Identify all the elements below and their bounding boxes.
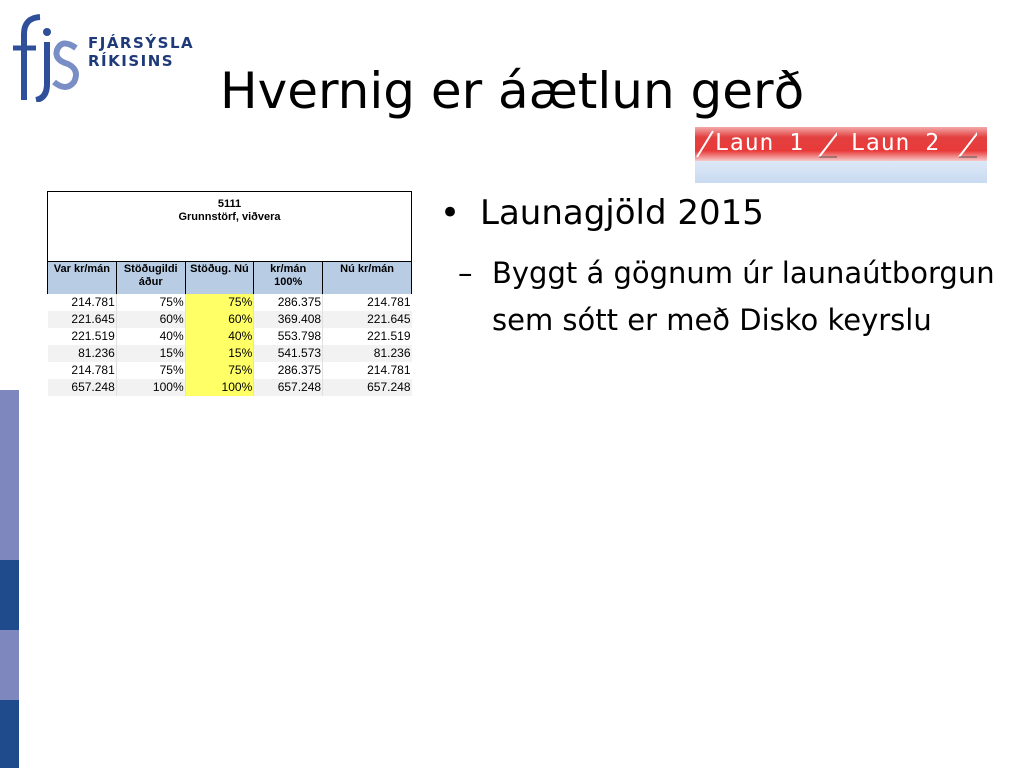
table-cell: 60% (185, 311, 254, 328)
table-cell: 657.248 (48, 379, 117, 396)
table-cell: 221.519 (323, 328, 412, 345)
table-cell: 541.573 (254, 345, 323, 362)
tab-bar-bottom (695, 161, 987, 183)
fjarsysla-logo (10, 12, 210, 102)
fjs-logo-icon (10, 12, 85, 102)
table-cell: 214.781 (48, 294, 117, 311)
account-name: Grunnstörf, viðvera (178, 211, 281, 223)
table-cell: 369.408 (254, 311, 323, 328)
table-cell: 221.519 (48, 328, 117, 345)
decorative-side-bar (0, 390, 19, 768)
table-cell: 15% (116, 345, 185, 362)
table-cell: 75% (185, 362, 254, 379)
table-cell: 100% (116, 379, 185, 396)
bullet-text: Launagjöld 2015 (480, 193, 764, 233)
tab-separator-icon (695, 127, 715, 161)
table-cell: 286.375 (254, 294, 323, 311)
table-row (48, 294, 412, 311)
table-row (48, 328, 412, 345)
table-cell: 81.236 (323, 345, 412, 362)
sub-bullet-item (458, 250, 1000, 344)
table-cell: 553.798 (254, 328, 323, 345)
salary-table (47, 191, 412, 396)
table-cell: 657.248 (323, 379, 412, 396)
tab-laun-1[interactable]: Laun 1 (715, 130, 805, 156)
tab-strip (695, 127, 987, 161)
column-header: Stöðugildi áður (116, 262, 185, 295)
bullet-list (440, 190, 1000, 344)
table-cell: 81.236 (48, 345, 117, 362)
table-row (48, 345, 412, 362)
table-cell: 221.645 (48, 311, 117, 328)
table-cell: 214.781 (48, 362, 117, 379)
tab-separator-icon (817, 127, 837, 161)
table-cell: 40% (116, 328, 185, 345)
slide-title: Hvernig er áætlun gerð (220, 62, 805, 120)
data-table (47, 261, 412, 396)
table-cell: 75% (185, 294, 254, 311)
column-header: Stöðug. Nú (185, 262, 254, 295)
logo-line-2: RÍKISINS (88, 52, 175, 70)
table-cell: 15% (185, 345, 254, 362)
table-row (48, 379, 412, 396)
tab-separator-icon (957, 127, 977, 161)
table-row (48, 311, 412, 328)
logo-line-1: FJÁRSÝSLA (88, 34, 195, 52)
bullet-dot-icon: • (440, 193, 461, 233)
table-cell: 657.248 (254, 379, 323, 396)
column-header: kr/mán 100% (254, 262, 323, 295)
table-cell: 100% (185, 379, 254, 396)
table-cell: 214.781 (323, 362, 412, 379)
sheet-tabs-image (695, 127, 987, 183)
column-header: Var kr/mán (48, 262, 117, 295)
bullet-item (440, 190, 1000, 236)
table-cell: 286.375 (254, 362, 323, 379)
sub-bullet-text: Byggt á gögnum úr launaútborgun sem sótt er með Disko keyrslu (492, 256, 995, 337)
dash-icon: – (458, 256, 473, 290)
table-cell: 75% (116, 294, 185, 311)
table-cell: 214.781 (323, 294, 412, 311)
table-cell: 75% (116, 362, 185, 379)
table-caption (47, 191, 412, 261)
table-cell: 221.645 (323, 311, 412, 328)
account-code: 5111 (217, 198, 242, 210)
table-cell: 60% (116, 311, 185, 328)
table-row (48, 362, 412, 379)
tab-laun-2[interactable]: Laun 2 (851, 130, 941, 156)
column-header: Nú kr/mán (323, 262, 412, 295)
table-cell: 40% (185, 328, 254, 345)
